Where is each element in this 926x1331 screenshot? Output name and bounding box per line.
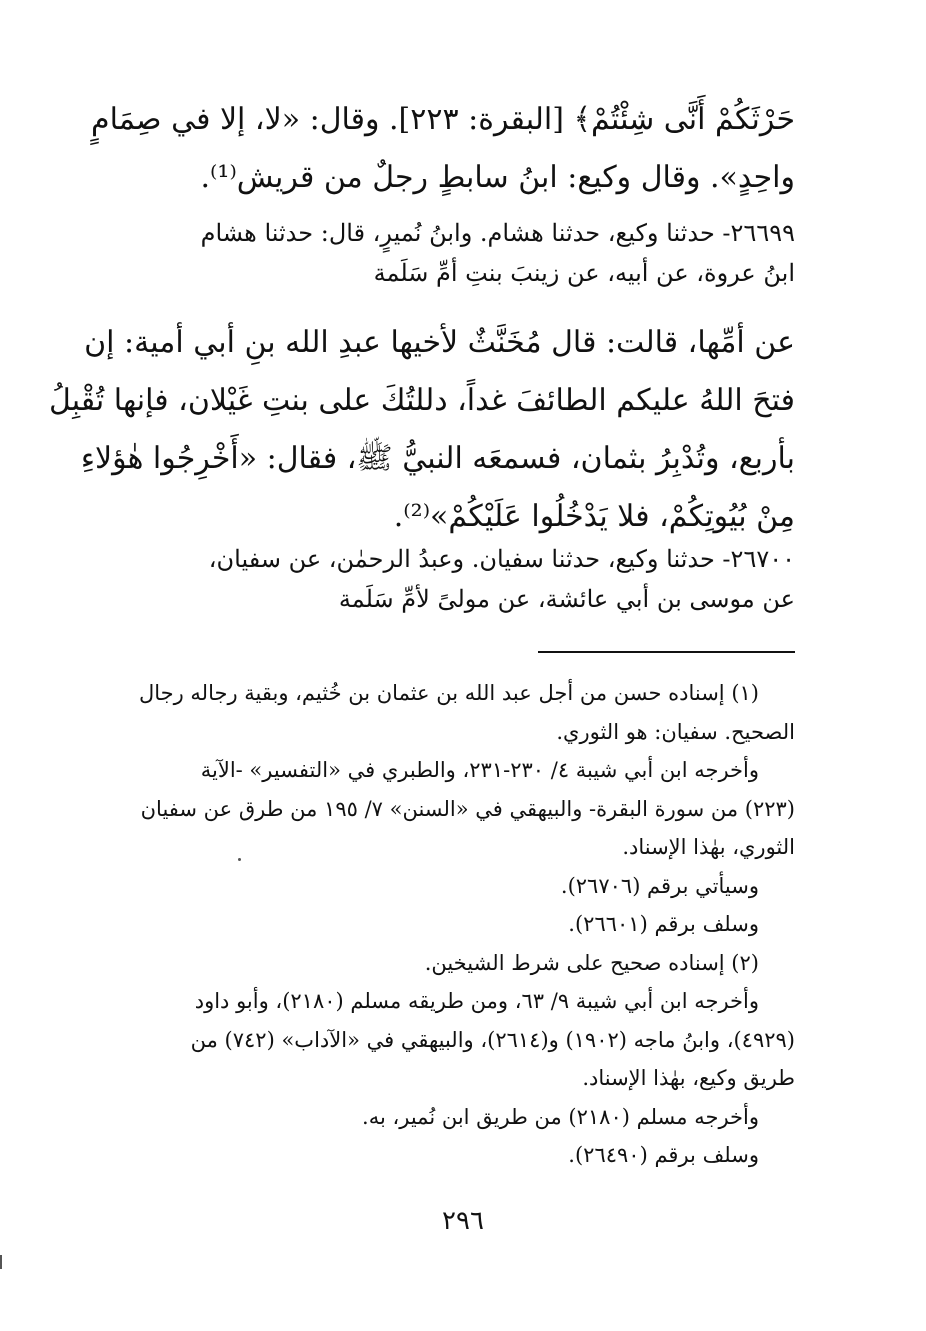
scan-speck xyxy=(238,858,241,861)
hadith-26699-text xyxy=(48,314,795,546)
text-line: حَرْثَكُمْ أَنَّى شِئْتُمْ﴾ [البقرة: ٢٢٣]. وقال: «لا، إلا في صِمَامٍ xyxy=(91,102,795,137)
footnote-line: وأخرجه مسلم (٢١٨٠) من طريق ابن نُمير، به. xyxy=(362,1104,759,1129)
footnotes xyxy=(95,674,795,1175)
text-line: ٢٦٦٩٩- حدثنا وكيع، حدثنا هشام. وابنُ نُميرٍ، قال: حدثنا هشام xyxy=(200,219,795,247)
footnote-line: وسلف برقم (٢٦٦٠١). xyxy=(568,912,759,936)
text-line: بأربع، وتُدْبِرُ بثمان، فسمعَه النبيُّ ﷺ، فقال: «أَخْرِجُوا هٰؤلاءِ xyxy=(80,441,795,476)
text-line: فتحَ اللهُ عليكم الطائفَ غداً، دللتُكَ على بنتِ غَيْلان، فإنها تُقْبِلُ xyxy=(48,383,795,418)
text-line: ابنُ عروة، عن أبيه، عن زينبَ بنتِ أمِّ سَلَمة xyxy=(373,259,795,287)
footnote-line: (١) إسناده حسن من أجل عبد الله بن عثمان بن خُثيم، وبقية رجاله رجال xyxy=(138,681,759,705)
footnote-line: طريق وكيع، بهٰذا الإسناد. xyxy=(582,1066,795,1090)
text-line: واحِدٍ». وقال وكيع: ابنُ سابطٍ رجلٌ من قريش⁽¹⁾. xyxy=(200,160,795,195)
footnote-line: وسيأتي برقم (٢٦٧٠٦). xyxy=(560,873,759,898)
footnote-line: وسلف برقم (٢٦٤٩٠). xyxy=(568,1143,759,1167)
page-number: ٢٩٦ xyxy=(442,1206,484,1236)
footnote-line: (٤٩٢٩)، وابنُ ماجه (١٩٠٢) و(٢٦١٤)، والبيهقي في «الآداب» (٧٤٢) من xyxy=(190,1027,795,1052)
text-line: عن موسى بن أبي عائشة، عن مولىً لأمِّ سَلَمة xyxy=(338,585,795,613)
hadith-26700-chain xyxy=(95,539,795,619)
footnote-line: الثوري، بهٰذا الإسناد. xyxy=(622,835,795,859)
scan-edge-mark xyxy=(0,1255,2,1269)
footnote-line: وأخرجه ابن أبي شيبة ٤/ ٢٣٠-٢٣١، والطبري في «التفسير» -الآية xyxy=(200,758,759,782)
footnote-line: (٢) إسناده صحيح على شرط الشيخين. xyxy=(424,950,759,975)
text-line: ٢٦٧٠٠- حدثنا وكيع، حدثنا سفيان. وعبدُ الرحمٰن، عن سفيان، xyxy=(208,545,795,573)
text-line: عن أمِّها، قالت: قال مُخَنَّثٌ لأخيها عبدِ الله بنِ أبي أمية: إن xyxy=(84,325,795,360)
footnote-line: (٢٢٣) من سورة البقرة- والبيهقي في «السنن» ٧/ ١٩٥ من طرق عن سفيان xyxy=(140,796,795,821)
text-line: مِنْ بُيُوتِكُمْ، فلا يَدْخُلُوا عَلَيْكُمْ»⁽²⁾. xyxy=(393,499,795,534)
footnote-line: وأخرجه ابن أبي شيبة ٩/ ٦٣، ومن طريقه مسلم (٢١٨٠)، وأبو داود xyxy=(194,989,759,1013)
hadith-26699-chain xyxy=(95,213,795,293)
opening-paragraph xyxy=(91,91,795,207)
footnote-line: الصحيح. سفيان: هو الثوري. xyxy=(556,719,795,744)
footnote-separator xyxy=(538,651,795,653)
